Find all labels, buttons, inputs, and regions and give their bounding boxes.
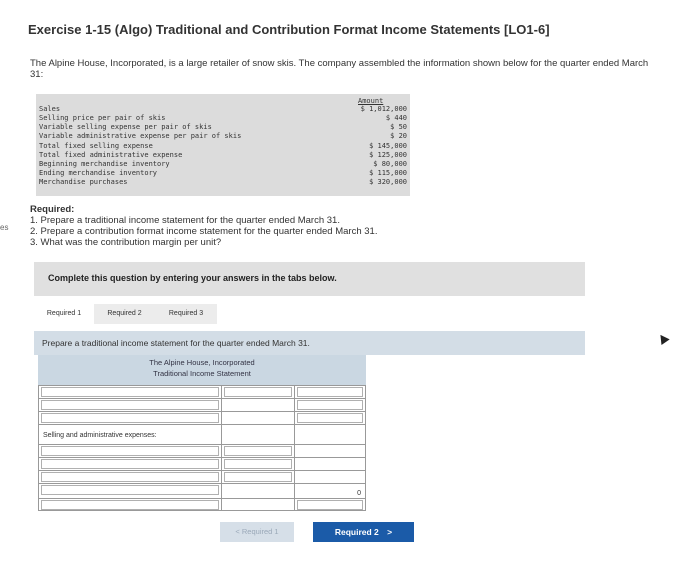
line-label-input[interactable] xyxy=(41,400,219,410)
table-row xyxy=(39,151,407,160)
table-row xyxy=(39,105,407,114)
line-label-input[interactable] xyxy=(41,500,219,510)
row-value: $ 320,000 xyxy=(369,178,407,186)
row-divider xyxy=(39,483,365,484)
tab-required-3[interactable]: Required 3 xyxy=(168,310,204,317)
row-divider xyxy=(39,470,365,471)
row-divider xyxy=(39,444,365,445)
row-label: Total fixed administrative expense xyxy=(39,151,183,159)
row-divider xyxy=(39,424,365,425)
prompt-panel xyxy=(34,331,585,355)
mouse-cursor-icon xyxy=(656,332,669,345)
required-item: 1. Prepare a traditional income statement for the quarter ended March 31. xyxy=(30,215,340,226)
section-label: Selling and administrative expenses: xyxy=(43,432,157,439)
row-divider xyxy=(39,457,365,458)
table-row xyxy=(39,114,407,123)
amount-input[interactable] xyxy=(297,387,363,397)
table-row xyxy=(39,132,407,141)
instructions-panel xyxy=(34,262,585,296)
row-label: Variable selling expense per pair of skis xyxy=(39,123,212,131)
row-divider xyxy=(39,411,365,412)
line-label-input[interactable] xyxy=(41,446,219,456)
page-title: Exercise 1-15 (Algo) Traditional and Contribution Format Income Statements [LO1-6] xyxy=(28,22,550,37)
amount-input[interactable] xyxy=(297,400,363,410)
tab-required-1[interactable]: Required 1 xyxy=(34,304,94,324)
row-value: $ 80,000 xyxy=(373,160,407,168)
next-required-button[interactable] xyxy=(313,522,414,542)
row-label: Ending merchandise inventory xyxy=(39,169,158,177)
instructions-text: Complete this question by entering your answers in the tabs below. xyxy=(48,273,337,283)
line-label-input[interactable] xyxy=(41,413,219,423)
table-row xyxy=(39,160,407,169)
table-row xyxy=(39,178,407,187)
required-heading: Required: xyxy=(30,204,75,215)
row-value: $ 20 xyxy=(390,132,407,140)
intro-text: The Alpine House, Incorporated, is a large retailer of snow skis. The company assembled the information shown below for the quarter ended March 31: xyxy=(30,58,649,80)
row-divider xyxy=(39,498,365,499)
table-row xyxy=(39,142,407,151)
row-divider xyxy=(39,398,365,399)
row-label: Beginning merchandise inventory xyxy=(39,160,170,168)
row-value: $ 1,012,000 xyxy=(360,105,407,113)
row-label: Variable administrative expense per pair of skis xyxy=(39,132,242,140)
amount-input[interactable] xyxy=(297,500,363,510)
required-item: 3. What was the contribution margin per unit? xyxy=(30,237,222,248)
row-label: Selling price per pair of skis xyxy=(39,114,166,122)
statement-header xyxy=(38,355,366,385)
line-label-input[interactable] xyxy=(41,459,219,469)
next-label: Required 2 xyxy=(334,527,379,537)
amount-input[interactable] xyxy=(224,472,292,482)
row-label: Sales xyxy=(39,105,61,113)
row-value: $ 125,000 xyxy=(369,151,407,159)
total-value: 0 xyxy=(357,490,361,497)
income-statement-table xyxy=(38,385,366,511)
column-divider xyxy=(221,386,222,510)
row-label: Total fixed selling expense xyxy=(39,142,153,150)
prompt-text: Prepare a traditional income statement for the quarter ended March 31. xyxy=(42,338,310,348)
line-label-input[interactable] xyxy=(41,387,219,397)
prev-required-button[interactable]: < Required 1 xyxy=(220,522,294,542)
column-divider xyxy=(294,386,295,510)
required-item: 2. Prepare a contribution format income statement for the quarter ended March 31. xyxy=(30,226,378,237)
row-value: $ 145,000 xyxy=(369,142,407,150)
company-name: The Alpine House, Incorporated xyxy=(149,358,255,367)
table-row xyxy=(39,169,407,178)
row-label: Merchandise purchases xyxy=(39,178,128,186)
statement-name: Traditional Income Statement xyxy=(153,369,251,378)
amount-input[interactable] xyxy=(297,413,363,423)
table-row xyxy=(39,123,407,132)
tab-bar xyxy=(34,304,217,324)
amount-input[interactable] xyxy=(224,459,292,469)
amount-input[interactable] xyxy=(224,446,292,456)
row-value: $ 440 xyxy=(385,114,407,122)
row-value: $ 50 xyxy=(390,123,407,131)
tab-required-2[interactable]: Required 2 xyxy=(107,310,142,317)
side-mark: es xyxy=(0,223,9,232)
line-label-input[interactable] xyxy=(41,485,219,495)
line-label-input[interactable] xyxy=(41,472,219,482)
row-value: $ 115,000 xyxy=(369,169,407,177)
chevron-right-icon: > xyxy=(387,527,393,537)
data-table xyxy=(36,94,410,196)
amount-input[interactable] xyxy=(224,387,292,397)
amount-header: Amount xyxy=(358,97,384,105)
